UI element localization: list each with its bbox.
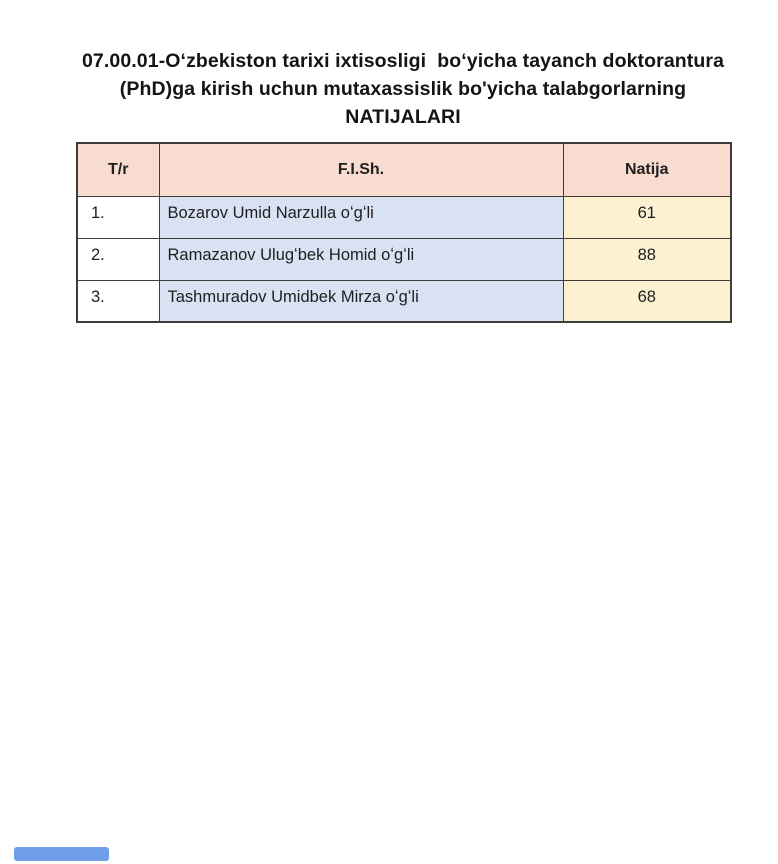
cell-fish: Ramazanov Ulugʻbek Homid oʻgʻli [159, 238, 563, 280]
page-title [76, 47, 730, 131]
cell-tr: 3. [77, 280, 159, 322]
column-header-fish: F.I.Sh. [159, 143, 563, 196]
cell-tr: 1. [77, 196, 159, 238]
table-row [77, 238, 731, 280]
cell-fish: Tashmuradov Umidbek Mirza oʻgʻli [159, 280, 563, 322]
title-line-1: 07.00.01-Oʻzbekiston tarixi ixtisosligi boʻyicha tayanch doktorantura [81, 50, 725, 72]
cell-tr: 2. [77, 238, 159, 280]
cell-natija: 61 [563, 196, 731, 238]
column-header-tr: T/r [77, 143, 159, 196]
results-table [76, 142, 732, 323]
horizontal-scrollbar-thumb[interactable] [14, 847, 109, 861]
cell-natija: 88 [563, 238, 731, 280]
table-header-row [77, 143, 731, 196]
cell-natija: 68 [563, 280, 731, 322]
column-header-natija: Natija [563, 143, 731, 196]
table-row [77, 280, 731, 322]
document-page [76, 47, 730, 323]
title-line-3: NATIJALARI [345, 106, 461, 128]
table-row [77, 196, 731, 238]
cell-fish: Bozarov Umid Narzulla oʻgʻli [159, 196, 563, 238]
title-line-2: (PhD)ga kirish uchun mutaxassislik bo'yicha talabgorlarning [119, 78, 687, 100]
